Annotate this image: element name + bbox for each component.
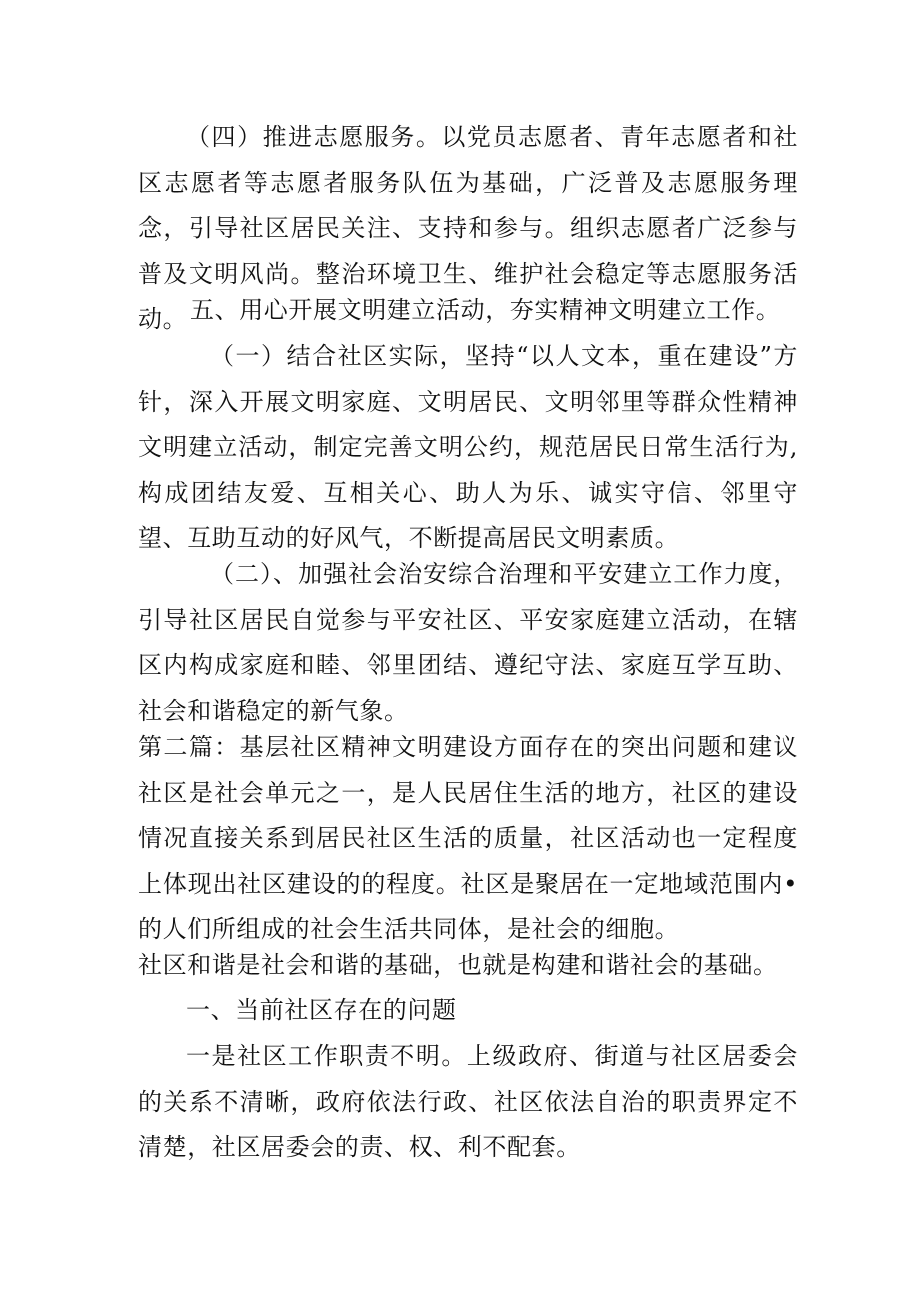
paragraph-harmony: 社区和谐是社会和谐的基础，也就是构建和谐社会的基础。 <box>138 951 778 979</box>
paragraph-item-two: （二）、加强社会治安综合治理和平安建立工作力度，引导社区居民自觉参与平安社区、平安家庭建立活动，在辖区内构成家庭和睦、邻里团结、遵纪守法、家庭互学互助、社会和谐稳定的新气象。 <box>138 560 798 725</box>
paragraph-section-five-heading: 五、用心开展文明建立活动，夯实精神文明建立工作。 <box>190 296 781 324</box>
paragraph-part-two-intro: 第二篇：基层社区精神文明建设方面存在的突出问题和建议社区是社会单元之一，是人民居住生活的地方，社区的建设情况直接关系到居民社区生活的质量，社区活动也一定程度上体现出社区建设的的程度。社区是聚居在一定地域范围内•的人们所组成的社会生活共同体，是社会的细胞。 <box>138 733 798 943</box>
paragraph-item-one: （一）结合社区实际，坚持“以人文本，重在建设”方针，深入开展文明家庭、文明居民、文明邻里等群众性精神文明建立活动，制定完善文明公约，规范居民日常生活行为,构成团结友爱、互相关心、助人为乐、诚实守信、邻里守望、互助互动的好风气，不断提高居民文明素质。 <box>138 342 798 552</box>
paragraph-problems-heading: 一、当前社区存在的问题 <box>186 996 457 1024</box>
paragraph-problem-one: 一是社区工作职责不明。上级政府、街道与社区居委会的关系不清晰，政府依法行政、社区依法自治的职责界定不清楚，社区居委会的责、权、利不配套。 <box>138 1042 798 1161</box>
paragraph-volunteer-service: （四）推进志愿服务。以党员志愿者、青年志愿者和社区志愿者等志愿者服务队伍为基础，广泛普及志愿服务理念，引导社区居民关注、支持和参与。组织志愿者广泛参与普及文明风尚。整治环境卫生、维护社会稳定等志愿服务活动。 <box>138 123 798 333</box>
